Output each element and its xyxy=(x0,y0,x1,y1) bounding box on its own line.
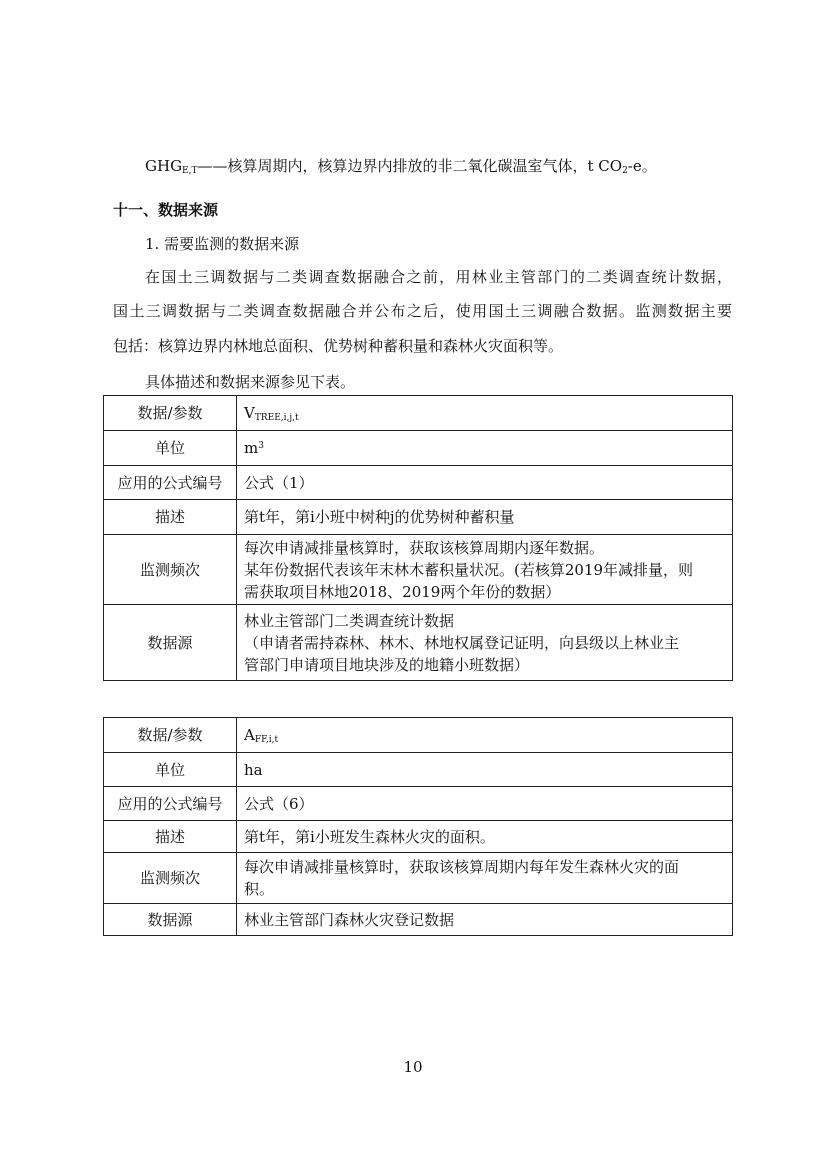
data-table-vtree xyxy=(103,395,733,681)
table-row xyxy=(104,718,733,753)
formula-label: 应用的公式编号 xyxy=(104,787,237,821)
unit-value: ha xyxy=(237,753,733,787)
table-row xyxy=(104,396,733,431)
frequency-value: 每次申请减排量核算时，获取该核算周期内逐年数据。 某年份数据代表该年末林木蓄积量状况。(若核算2019年减排量，则 需获取项目林地2018、2019两个年份的数据） xyxy=(237,535,733,605)
paragraph-line-1: 在国土三调数据与二类调查数据融合之前，用林业主管部门的二类调查统计数据， xyxy=(145,268,732,286)
paragraph-line-2: 国土三调数据与二类调查数据融合并公布之后，使用国土三调融合数据。监测数据主要 xyxy=(113,302,732,320)
section-heading: 十一、数据来源 xyxy=(113,201,219,219)
data-table-aff xyxy=(103,717,733,936)
unit-label: 单位 xyxy=(104,431,237,466)
source-label: 数据源 xyxy=(104,904,237,936)
source-value: 林业主管部门森林火灾登记数据 xyxy=(237,904,733,936)
param-value: $A_{FF,i,t}$ xyxy=(237,718,733,753)
table-intro: 具体描述和数据来源参见下表。 xyxy=(145,373,356,391)
description-label: 描述 xyxy=(104,821,237,853)
frequency-label: 监测频次 xyxy=(104,853,237,904)
ghg-variable-subscript: E,T xyxy=(182,166,198,176)
table-row xyxy=(104,787,733,821)
table-row xyxy=(104,821,733,853)
table-row xyxy=(104,466,733,500)
frequency-label: 监测频次 xyxy=(104,535,237,605)
description-label: 描述 xyxy=(104,500,237,535)
table-row xyxy=(104,535,733,605)
table-row xyxy=(104,753,733,787)
table-row xyxy=(104,605,733,681)
ghg-definition-suffix: -e。 xyxy=(627,157,657,175)
param-subscript: FF,i,t xyxy=(254,735,279,745)
table-row xyxy=(104,500,733,535)
source-value: 林业主管部门二类调查统计数据 （申请者需持森林、林木、林地权属登记证明，向县级以上林业主 管部门申请项目地块涉及的地籍小班数据） xyxy=(237,605,733,681)
param-subscript: TREE,i,j,t xyxy=(254,413,299,423)
table-row xyxy=(104,431,733,466)
ghg-definition-text: ——核算周期内，核算边界内排放的非二氧化碳温室气体，t CO xyxy=(197,157,623,175)
frequency-value: 每次申请减排量核算时，获取该核算周期内每年发生森林火灾的面 积。 xyxy=(237,853,733,904)
formula-value: 公式（6） xyxy=(237,787,733,821)
formula-label: 应用的公式编号 xyxy=(104,466,237,500)
formula-value: 公式（1） xyxy=(237,466,733,500)
page-number: 10 xyxy=(403,1058,423,1076)
param-label: 数据/参数 xyxy=(104,718,237,753)
unit-value: $m^3$ xyxy=(237,431,733,466)
source-label: 数据源 xyxy=(104,605,237,681)
subsection-heading: 1. 需要监测的数据来源 xyxy=(145,235,300,253)
param-label: 数据/参数 xyxy=(104,396,237,431)
table-row xyxy=(104,853,733,904)
description-value: 第t年，第i小班中树种j的优势树种蓄积量 xyxy=(237,500,733,535)
unit-superscript: 3 xyxy=(258,441,264,451)
unit-label: 单位 xyxy=(104,753,237,787)
paragraph-line-3: 包括：核算边界内林地总面积、优势树种蓄积量和森林火灾面积等。 xyxy=(113,337,564,355)
ghg-definition-line xyxy=(145,156,732,176)
co2-subscript: 2 xyxy=(622,166,628,176)
ghg-variable: GHG xyxy=(145,157,183,175)
description-value: 第t年，第i小班发生森林火灾的面积。 xyxy=(237,821,733,853)
table-row xyxy=(104,904,733,936)
param-value: $V_{TREE,i,j,t}$ xyxy=(237,396,733,431)
